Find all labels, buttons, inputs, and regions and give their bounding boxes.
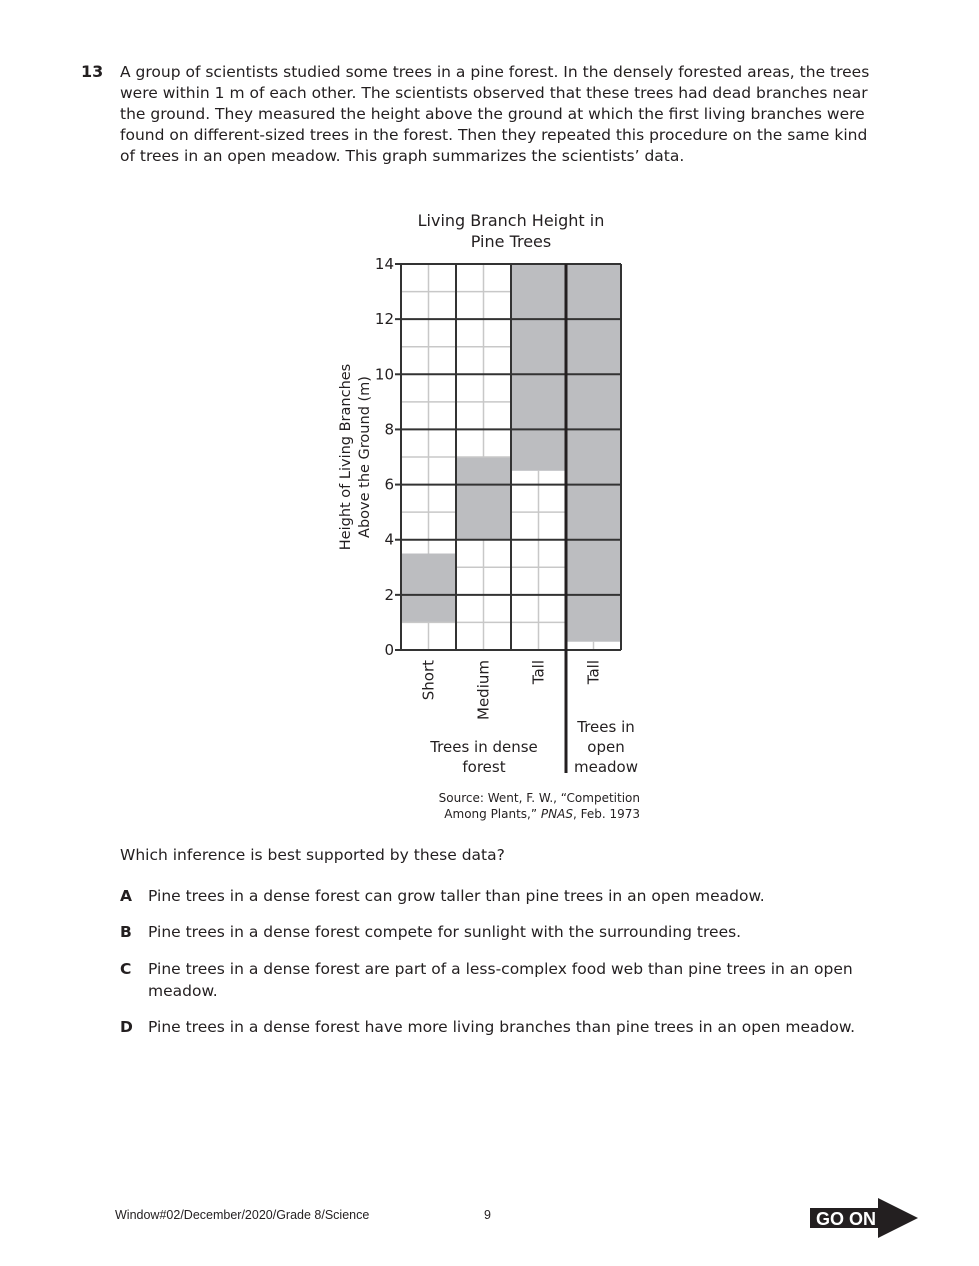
y-axis-label-line-2: Above the Ground (m) bbox=[357, 376, 373, 538]
bar-short-0 bbox=[401, 554, 456, 623]
group-label-meadow-line-2: open bbox=[587, 738, 625, 756]
group-label-meadow-line-1: Trees in bbox=[577, 718, 635, 736]
y-tick-label: 8 bbox=[384, 420, 394, 439]
choice-letter: C bbox=[120, 960, 132, 978]
y-tick-label: 2 bbox=[384, 585, 394, 604]
group-label-dense-line-1: Trees in dense bbox=[430, 738, 538, 756]
source-part-1: Among Plants,” bbox=[444, 807, 541, 821]
x-tick-label-medium: Medium bbox=[474, 660, 493, 720]
choice-text: Pine trees in a dense forest have more living branches than pine trees in an open meadow. bbox=[148, 1018, 856, 1036]
answer-choice-b[interactable] bbox=[120, 921, 890, 943]
group-label-meadow-line-3: meadow bbox=[574, 758, 638, 776]
y-tick-label: 0 bbox=[384, 641, 394, 659]
group-label-open-meadow bbox=[574, 718, 638, 776]
arrow-right-icon bbox=[878, 1198, 918, 1238]
bar-tall-3 bbox=[566, 264, 621, 642]
x-tick-label-tall: Tall bbox=[584, 660, 603, 685]
choice-letter: A bbox=[120, 887, 132, 905]
page-number: 9 bbox=[484, 1208, 491, 1222]
question-prompt: Which inference is best supported by these data? bbox=[120, 846, 505, 864]
group-label-dense-line-2: forest bbox=[462, 758, 506, 776]
go-on-button[interactable] bbox=[810, 1198, 920, 1238]
chart-title-line-1: Living Branch Height in bbox=[417, 211, 605, 230]
group-label-dense-forest bbox=[429, 738, 538, 776]
go-on-label: GO ON bbox=[815, 1209, 877, 1229]
choice-text: Pine trees in a dense forest can grow taller than pine trees in an open meadow. bbox=[148, 887, 765, 905]
y-tick-label: 4 bbox=[384, 530, 394, 549]
choice-text: Pine trees in a dense forest are part of a less-complex food web than pine trees in an open meadow. bbox=[148, 960, 853, 1000]
answer-choice-a[interactable] bbox=[120, 885, 890, 907]
source-line-2 bbox=[444, 807, 640, 821]
y-axis-label-line-1: Height of Living Branches bbox=[338, 363, 354, 551]
bar-tall-2 bbox=[511, 264, 566, 471]
x-tick-label-short: Short bbox=[419, 660, 438, 701]
bar-medium-1 bbox=[456, 457, 511, 540]
question-number: 13 bbox=[81, 62, 104, 81]
answer-choice-d[interactable] bbox=[120, 1016, 890, 1038]
source-part-3: , Feb. 1973 bbox=[572, 807, 640, 821]
question-stem: A group of scientists studied some trees in a pine forest. In the densely forested areas, the trees were within 1 m of each other. The scientists observed that these trees had dead branches near the ground. They measured the height above the ground at which the first living branches were found on different-sized trees in the forest. Then they repeated this procedure on the same kind of trees in an open meadow. This graph summarizes the scientists’ data. bbox=[120, 63, 870, 165]
y-tick-label: 10 bbox=[374, 365, 394, 384]
choice-text: Pine trees in a dense forest compete for sunlight with the surrounding trees. bbox=[148, 923, 742, 941]
y-tick-label: 6 bbox=[384, 475, 394, 494]
source-line-1: Source: Went, F. W., “Competition bbox=[438, 791, 640, 805]
x-labels-layer bbox=[420, 660, 603, 720]
x-tick-label-tall: Tall bbox=[529, 660, 548, 685]
source-journal: PNAS bbox=[540, 807, 573, 821]
y-tick-label: 14 bbox=[374, 255, 394, 273]
y-ticks-layer bbox=[375, 255, 401, 659]
choice-letter: D bbox=[120, 1018, 133, 1036]
choice-letter: B bbox=[120, 923, 132, 941]
answer-choice-c[interactable] bbox=[120, 958, 890, 1002]
y-tick-label: 12 bbox=[374, 310, 394, 329]
y-axis-label bbox=[338, 364, 373, 550]
footer-test-id: Window#02/December/2020/Grade 8/Science bbox=[115, 1208, 370, 1222]
chart-title-line-2: Pine Trees bbox=[470, 232, 552, 251]
